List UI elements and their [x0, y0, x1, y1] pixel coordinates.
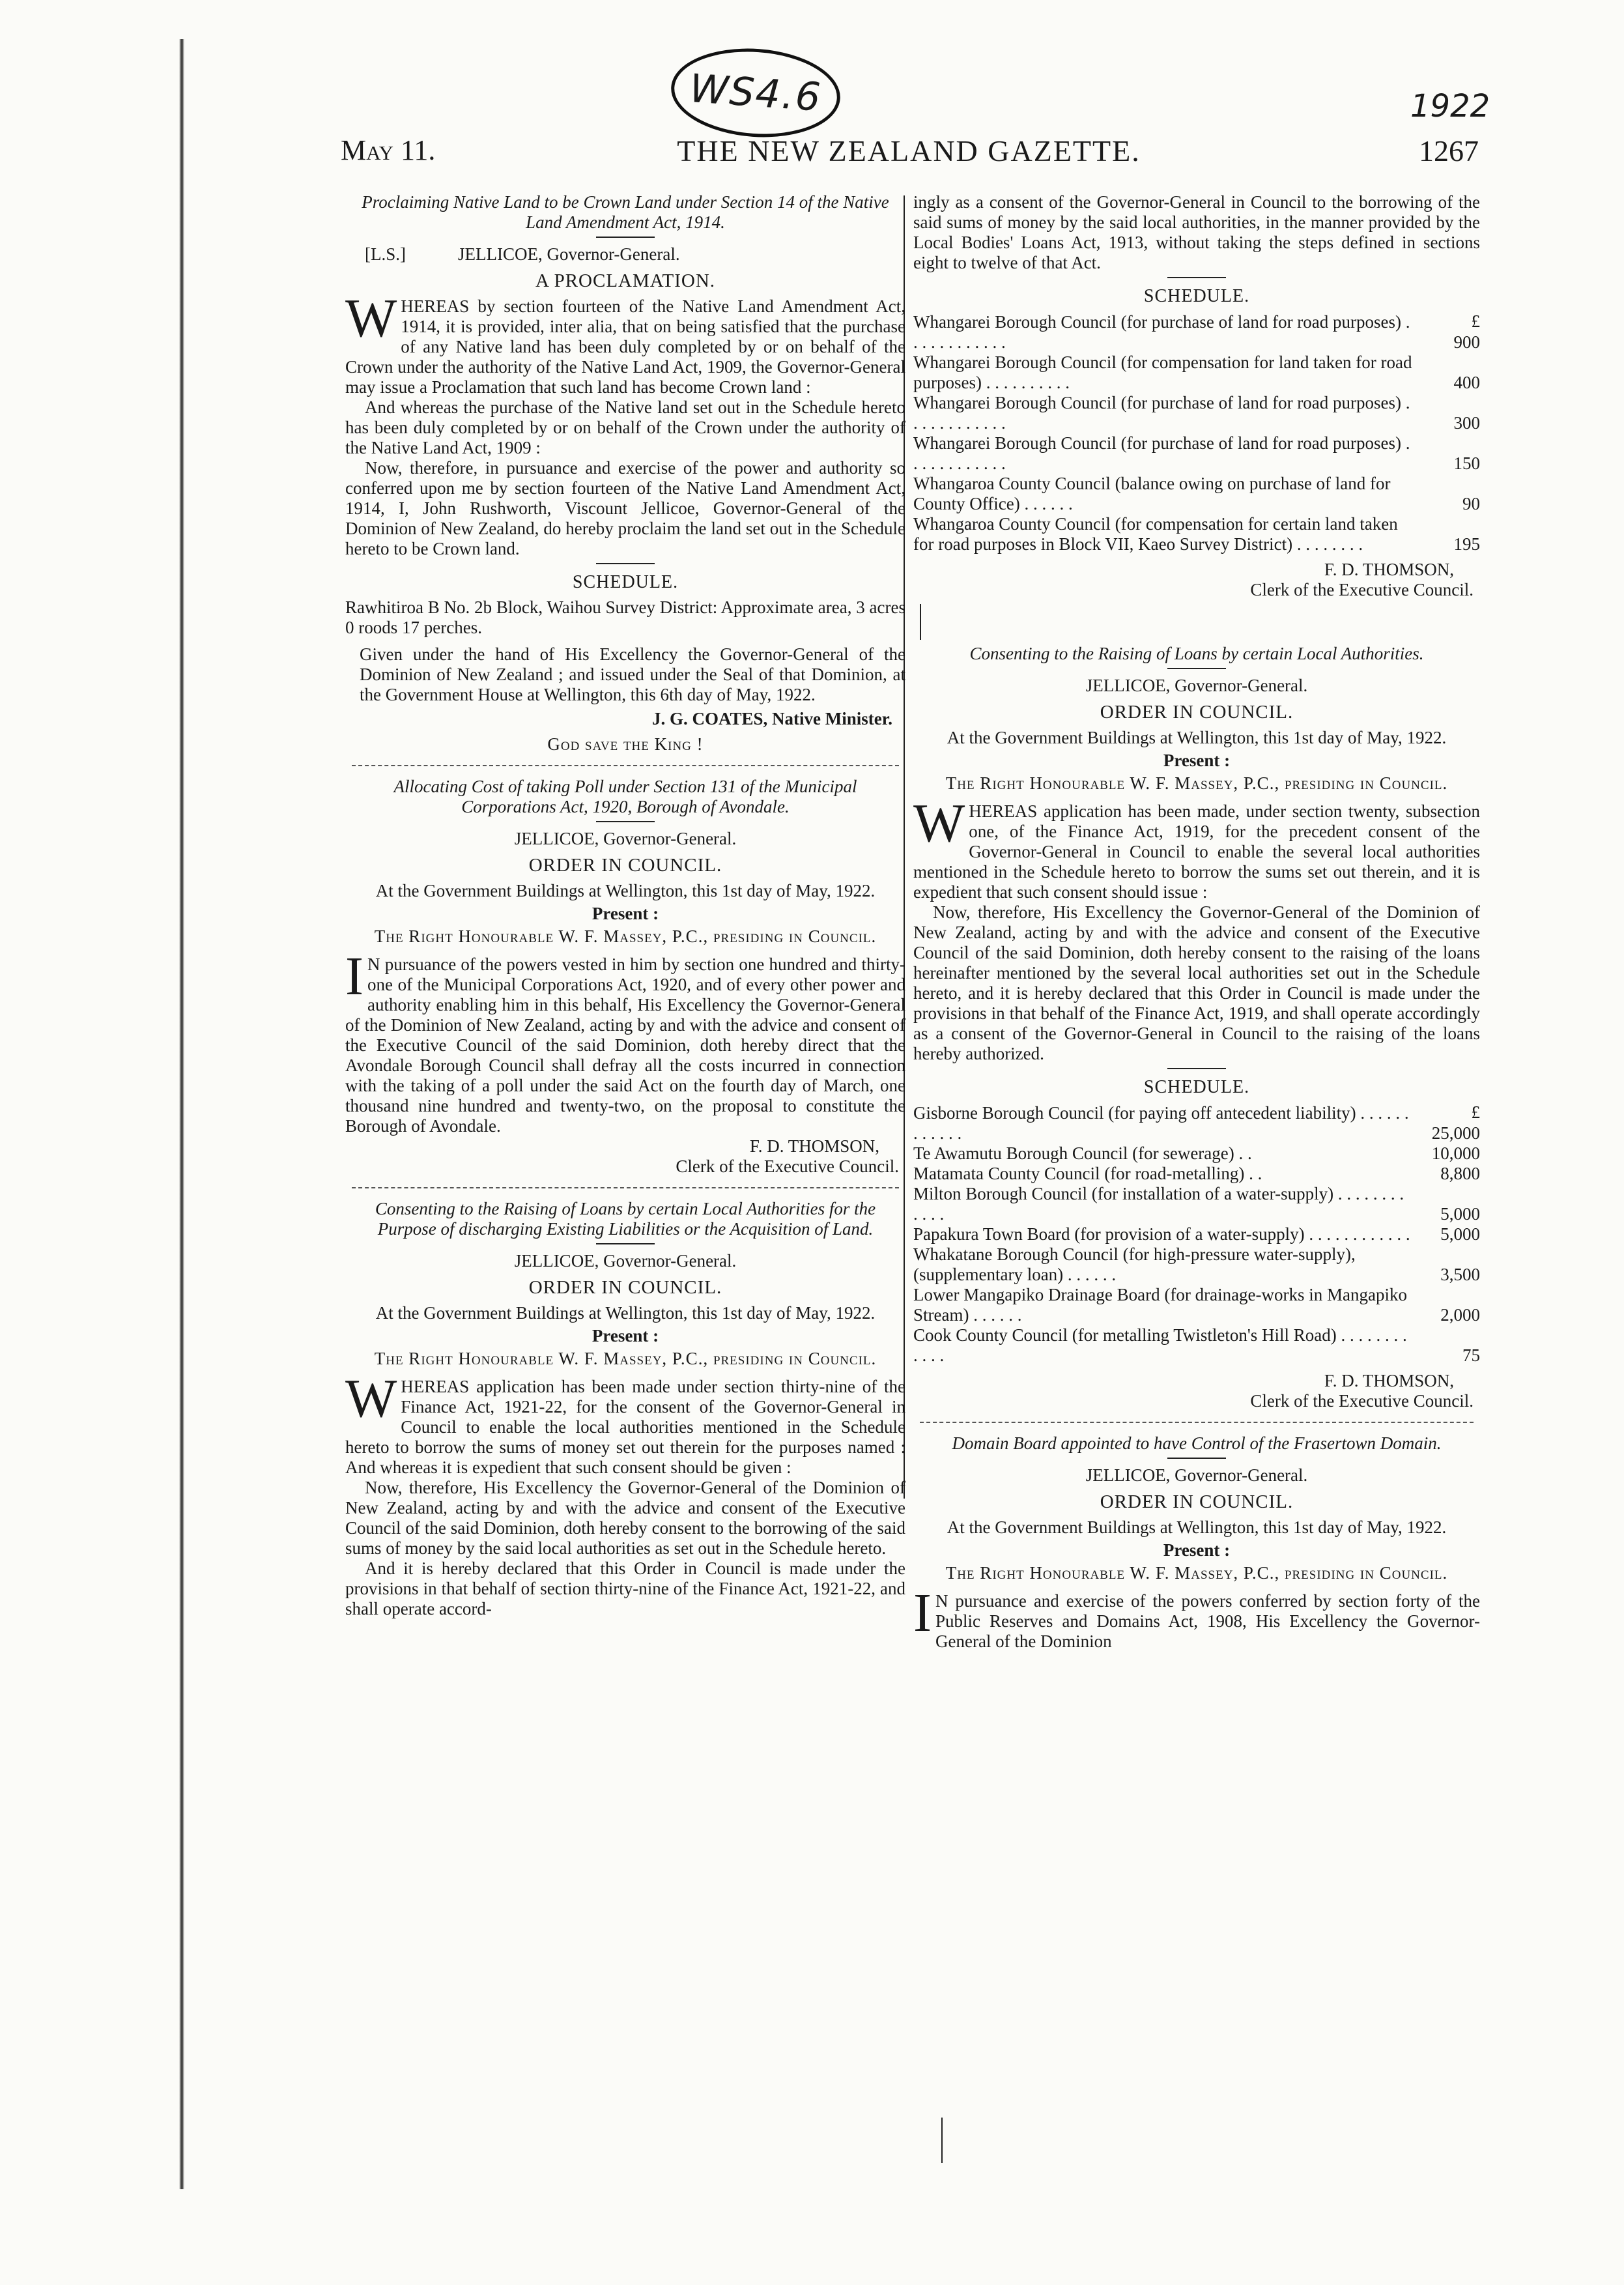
presiding-line: The Right Honourable W. F. Massey, P.C., presiding in Council.: [945, 1563, 1448, 1583]
schedule-table: [913, 312, 1480, 554]
present-label: Present :: [1163, 751, 1231, 770]
gazette-title: THE NEW ZEALAND GAZETTE.: [677, 134, 1141, 167]
schedule-row: [913, 1325, 1480, 1366]
schedule-amount: 25,000: [1431, 1123, 1480, 1143]
section-heading: A PROCLAMATION.: [535, 270, 716, 291]
schedule-row: [913, 1224, 1480, 1244]
divider: [596, 237, 655, 238]
paragraph: I N pursuance of the powers vested in him by section one hundred and thirty-one of the Municipal Corporations Act, 1920, and of every other power and authority enabling him in this behalf, His Excellency the Governor-General of the Dominion of New Zealand, acting by and with the advice and consent of the Executive Council of the said Dominion, doth hereby direct that the Avondale Borough Council shall defray all the costs incurred in connection with the taking of a poll under the said Act on the fourth day of March, one thousand nine hundred and twenty-two, on the proposal to constitute the Borough of Avondale.: [345, 946, 905, 1136]
pound-sign: £: [1471, 1102, 1480, 1122]
schedule-amount: 8,800: [1440, 1164, 1480, 1183]
schedule-amount: 5,000: [1440, 1204, 1480, 1224]
schedule-amount: 400: [1453, 373, 1480, 392]
order-loans-local-authorities: [913, 644, 1480, 1411]
schedule-row: [913, 1103, 1480, 1143]
divider: [1167, 1458, 1226, 1459]
meeting-place: At the Government Buildings at Wellington, this 1st day of May, 1922.: [947, 1517, 1447, 1537]
schedule-row: [913, 1164, 1480, 1184]
order-loans-continued: [913, 192, 1480, 600]
schedule-amount: 90: [1462, 494, 1480, 513]
schedule-description: Papakura Town Board (for provision of a water-supply) . . . . . . . . . . . .: [913, 1224, 1410, 1244]
section-caption: Consenting to the Raising of Loans by certain Local Authorities.: [969, 644, 1424, 663]
paragraph: Now, therefore, His Excellency the Governor-General of the Dominion of New Zealand, acting by and with the advice and consent of the Executive Council of the said Dominion, doth hereby consent to the borrowing of the said sums of money by the said local authorities as set out in the Schedule hereto.: [345, 1478, 905, 1558]
section-heading: ORDER IN COUNCIL.: [528, 855, 722, 876]
governor-line: JELLICOE, Governor-General.: [1085, 676, 1308, 695]
schedule-row: [913, 393, 1480, 433]
schedule-row: [913, 312, 1480, 352]
schedule-row: [913, 1244, 1480, 1285]
signature-name: F. D. THOMSON,: [1324, 560, 1454, 579]
section-separator: [352, 1187, 899, 1188]
archive-stamp: WS4.6: [668, 43, 844, 143]
signature-title: Clerk of the Executive Council.: [676, 1157, 899, 1176]
signature-title: Clerk of the Executive Council.: [1250, 1391, 1474, 1411]
schedule-amount: 150: [1453, 453, 1480, 473]
present-label: Present :: [591, 904, 659, 923]
right-column: [913, 192, 1480, 2153]
section-caption: Proclaiming Native Land to be Crown Land under Section 14 of the Native Land Amendment Act, 1914.: [362, 192, 889, 232]
schedule-text: Rawhitiroa B No. 2b Block, Waihou Survey District: Approximate area, 3 acres 0 roods 17 perches.: [345, 597, 905, 637]
presiding-line: The Right Honourable W. F. Massey, P.C., presiding in Council.: [374, 927, 877, 946]
handwritten-year: 1922: [1410, 88, 1490, 124]
schedule-row: [913, 474, 1480, 514]
schedule-description: Te Awamutu Borough Council (for sewerage) . .: [913, 1143, 1252, 1163]
paragraph: WHEREAS application has been made, under section twenty, subsection one, of the Finance Act, 1919, for the precedent consent of the Governor-General in Council to enable the several local authorities mentioned in the Schedule hereto to borrow the sums set out therein, and it is expedient that such consent should issue :: [913, 793, 1480, 902]
order-avondale-poll: [345, 777, 905, 1177]
schedule-row: [913, 1143, 1480, 1164]
schedule-amount: 75: [1462, 1345, 1480, 1365]
binding-edge: [179, 39, 184, 2189]
signature-name: F. D. THOMSON,: [1324, 1371, 1454, 1390]
god-save-the-king: God save the King !: [547, 734, 704, 754]
presiding-line: The Right Honourable W. F. Massey, P.C., presiding in Council.: [945, 773, 1448, 793]
proclamation-native-land: [345, 192, 905, 754]
meeting-place: At the Government Buildings at Wellington, this 1st day of May, 1922.: [947, 728, 1447, 747]
drop-cap: W: [913, 793, 965, 854]
governor-line: JELLICOE, Governor-General.: [1085, 1465, 1308, 1485]
pound-sign: £: [1471, 311, 1480, 331]
schedule-description: Whangaroa County Council (balance owing on purchase of land for County Office) . . . . . .: [913, 474, 1391, 513]
present-label: Present :: [591, 1326, 659, 1345]
paragraph: And whereas the purchase of the Native land set out in the Schedule hereto has been duly completed by or on behalf of the Crown under the authority of the Native Land Act, 1909 :: [345, 397, 905, 457]
drop-cap: W: [345, 288, 397, 349]
schedule-amount: 900: [1453, 332, 1480, 352]
present-label: Present :: [1163, 1540, 1231, 1560]
presiding-line: The Right Honourable W. F. Massey, P.C., presiding in Council.: [374, 1349, 877, 1368]
drop-cap: I: [913, 1583, 932, 1643]
schedule-description: Whangarei Borough Council (for purchase of land for road purposes) . . . . . . . . . . . .: [913, 312, 1410, 352]
schedule-description: Milton Borough Council (for installation of a water-supply) . . . . . . . . . . . .: [913, 1184, 1404, 1224]
schedule-amount: 300: [1453, 413, 1480, 433]
drop-cap: W: [345, 1368, 397, 1429]
paragraph: ingly as a consent of the Governor-General in Council to the borrowing of the said sums of money by the said local authorities, in the manner provided by the Local Bodies' Loans Act, 1913, without taking the steps defined in sections eight to twelve of that Act.: [913, 192, 1480, 272]
governor-line: JELLICOE, Governor-General.: [458, 244, 680, 264]
schedule-row: [913, 1184, 1480, 1224]
schedule-description: Gisborne Borough Council (for paying off antecedent liability) . . . . . . . . . . . .: [913, 1103, 1409, 1143]
schedule-description: Lower Mangapiko Drainage Board (for drainage-works in Mangapiko Stream) . . . . . .: [913, 1285, 1408, 1325]
paragraph: Now, therefore, in pursuance and exercise of the power and authority so conferred upon me by section fourteen of the Native Land Amendment Act, 1914, I, John Rushworth, Viscount Jellicoe, Governor-General of the Dominion of New Zealand, do hereby proclaim the land set out in the Schedule hereto to be Crown land.: [345, 458, 905, 558]
section-separator: [352, 765, 899, 766]
schedule-table: [913, 1103, 1480, 1366]
given-under-hand: Given under the hand of His Excellency the Governor-General of the Dominion of New Zealand ; and issued under the Seal of that Dominion, at the Government House at Wellington, this 6th day of May, 1922.: [360, 644, 905, 704]
drop-cap: I: [345, 946, 363, 1007]
schedule-row: [913, 352, 1480, 393]
paragraph: I N pursuance and exercise of the powers conferred by section forty of the Public Reserves and Domains Act, 1908, His Excellency the Governor-General of the Dominion: [913, 1583, 1480, 1651]
divider: [1167, 277, 1226, 278]
schedule-description: Whangarei Borough Council (for purchase of land for road purposes) . . . . . . . . . . . .: [913, 393, 1410, 433]
section-heading: ORDER IN COUNCIL.: [528, 1277, 722, 1298]
schedule-row: [913, 514, 1480, 554]
divider: [1167, 1068, 1226, 1069]
order-loans-existing-liabilities: [345, 1199, 905, 1619]
seal-line: [365, 244, 905, 265]
section-caption: Allocating Cost of taking Poll under Section 131 of the Municipal Corporations Act, 1920, Borough of Avondale.: [393, 777, 857, 816]
margin-mark: [941, 2118, 943, 2163]
schedule-amount: 10,000: [1431, 1143, 1480, 1163]
signature-name: F. D. THOMSON,: [749, 1136, 879, 1156]
column-mark: [920, 604, 921, 640]
schedule-description: Cook County Council (for metalling Twistleton's Hill Road) . . . . . . . . . . . .: [913, 1325, 1407, 1365]
schedule-row: [913, 1285, 1480, 1325]
governor-line: JELLICOE, Governor-General.: [514, 829, 737, 848]
schedule-row: [913, 433, 1480, 474]
governor-line: JELLICOE, Governor-General.: [514, 1251, 737, 1271]
section-heading: ORDER IN COUNCIL.: [1100, 1491, 1294, 1512]
divider: [1167, 668, 1226, 669]
paragraph: WHEREAS application has been made under section thirty-nine of the Finance Act, 1921-22, for the consent of the Governor-General in Council to enable the local authorities mentioned in the Schedule hereto to borrow the sums of money set out therein for the purposes named : And whereas it is expedient that such consent should be given :: [345, 1368, 905, 1477]
left-column: [345, 192, 905, 2153]
schedule-description: Matamata County Council (for road-metalling) . .: [913, 1164, 1262, 1183]
seal-mark: [L.S.]: [365, 244, 406, 264]
section-caption: Consenting to the Raising of Loans by certain Local Authorities for the Purpose of discharging Existing Liabilities or the Acquisition of Land.: [375, 1199, 876, 1239]
schedule-heading: SCHEDULE.: [1143, 286, 1250, 306]
issue-date: May 11.: [341, 134, 436, 166]
schedule-heading: SCHEDULE.: [1143, 1077, 1250, 1097]
schedule-amount: 195: [1453, 534, 1480, 554]
paragraph: And it is hereby declared that this Order in Council is made under the provisions in that behalf of section thirty-nine of the Finance Act, 1921-22, and shall operate accord-: [345, 1559, 905, 1618]
signature-title: Clerk of the Executive Council.: [1250, 580, 1474, 599]
page-number: 1267: [1419, 134, 1479, 167]
schedule-description: Whangarei Borough Council (for compensation for land taken for road purposes) . . . . . . . . . .: [913, 352, 1412, 392]
order-frasertown-domain: [913, 1433, 1480, 1652]
schedule-description: Whangaroa County Council (for compensation for certain land taken for road purposes in Block VII, Kaeo Survey District) . . . . . . . .: [913, 514, 1398, 554]
meeting-place: At the Government Buildings at Wellington, this 1st day of May, 1922.: [375, 1303, 876, 1323]
schedule-amount: 3,500: [1440, 1265, 1480, 1284]
meeting-place: At the Government Buildings at Wellington, this 1st day of May, 1922.: [375, 881, 876, 900]
schedule-heading: SCHEDULE.: [572, 572, 679, 592]
masthead: [329, 134, 1489, 173]
paragraph: Now, therefore, His Excellency the Governor-General of the Dominion of New Zealand, acting by and with the advice and consent of the Executive Council of the said Dominion, doth hereby consent to the raising of the loans hereinafter mentioned by the several local authorities set out in the Schedule hereto, and it is hereby declared that this Order in Council is made under the provisions in that behalf of the Finance Act, 1919, and shall operate accordingly as a consent of the Governor-General in Council to the raising of the loans hereby authorized.: [913, 902, 1480, 1063]
divider: [596, 1243, 655, 1244]
divider: [596, 821, 655, 822]
schedule-description: Whangarei Borough Council (for purchase of land for road purposes) . . . . . . . . . . . .: [913, 433, 1410, 473]
section-caption: Domain Board appointed to have Control of the Frasertown Domain.: [952, 1433, 1442, 1453]
divider: [596, 563, 655, 564]
signature: J. G. COATES, Native Minister.: [652, 709, 892, 728]
section-heading: ORDER IN COUNCIL.: [1100, 702, 1294, 723]
section-separator: [920, 1422, 1474, 1423]
paragraph: WHEREAS by section fourteen of the Native Land Amendment Act, 1914, it is provided, inter alia, that on being satisfied that the purchase of any Native land has been duly completed by or on behalf of the Crown under the authority of the Native Land Act, 1909, the Governor-General may issue a Proclamation that such land has become Crown land :: [345, 288, 905, 397]
schedule-amount: 5,000: [1440, 1224, 1480, 1244]
schedule-amount: 2,000: [1440, 1305, 1480, 1325]
schedule-description: Whakatane Borough Council (for high-pressure water-supply), (supplementary loan) . . . . . .: [913, 1244, 1356, 1284]
